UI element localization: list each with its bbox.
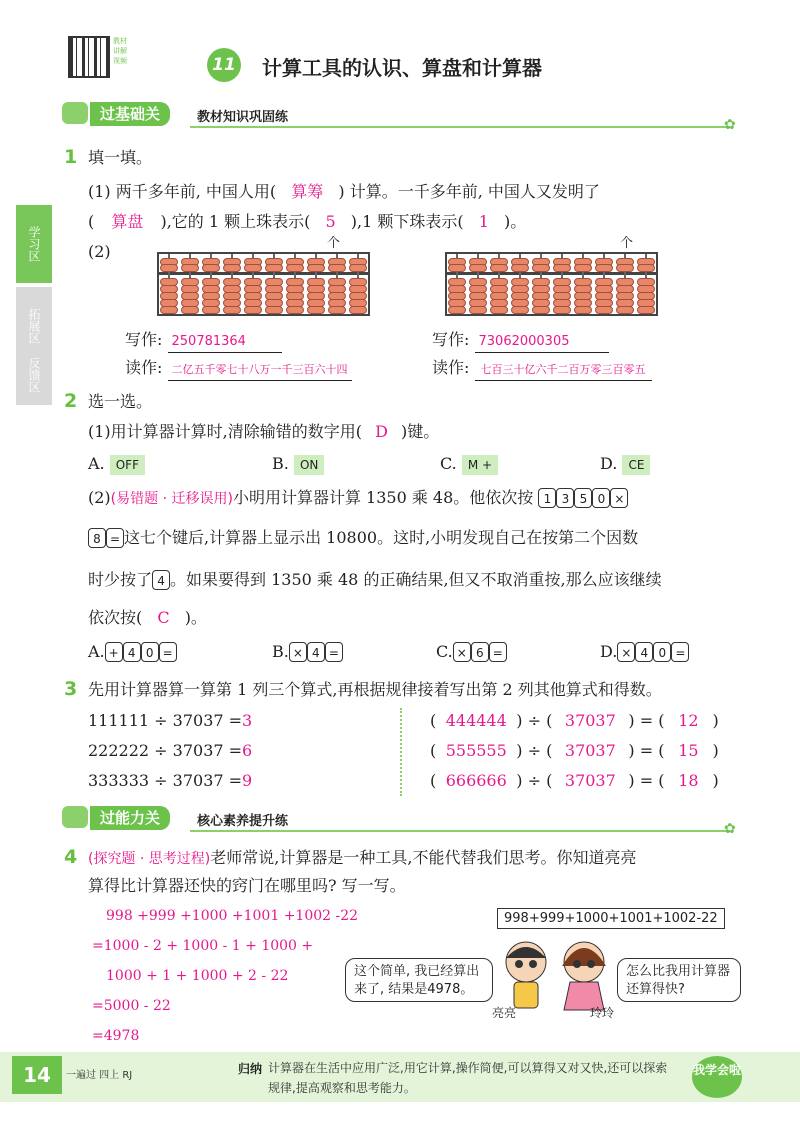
qr-label: 教材讲解视频 <box>113 37 127 65</box>
star-icon: ✿ <box>724 821 736 837</box>
qr-code[interactable] <box>68 36 110 78</box>
abacus-bead <box>328 264 346 272</box>
column-divider <box>400 708 402 796</box>
q3-left-row: 333333 ÷ 37037 =9 <box>88 771 253 790</box>
star-icon: ✿ <box>724 117 736 133</box>
abacus-bead <box>595 306 613 314</box>
side-tab-extend[interactable]: 拓展区 <box>16 287 52 365</box>
section-basic-subtitle: 教材知识巩固练 <box>197 110 289 125</box>
question-prompt: 先用计算器算一算第 1 列三个算式,再根据规律接着写出第 2 列其他算式和得数。 <box>88 680 662 699</box>
option-c[interactable]: C. M + <box>440 454 498 475</box>
key-m-plus: M + <box>462 455 498 475</box>
q1-part1-line1: (1) 两千多年前, 中国人用( 算筹 ) 计算。一千多年前, 中国人又发明了 <box>88 182 600 201</box>
q1-part1-line2: ( 算盘 ),它的 1 颗上珠表示( 5 ),1 颗下珠表示( 1 )。 <box>88 212 527 231</box>
abacus-bead <box>511 264 529 272</box>
section-divider <box>190 830 730 832</box>
q3-right-row: ( 444444 ) ÷ ( 37037 ) = ( 12 ) <box>430 711 719 730</box>
abacus-bead <box>328 306 346 314</box>
option-a[interactable]: A. + 4 0 = <box>88 642 177 662</box>
q3-left-row: 111111 ÷ 37037 =3 <box>88 711 253 730</box>
abacus-bead <box>448 264 466 272</box>
summary-label: 归纳 <box>238 1062 263 1076</box>
q1-part2-label: (2) <box>88 242 111 261</box>
abacus-left <box>157 252 370 316</box>
abacus-bead <box>349 306 367 314</box>
q3-left-row: 222222 ÷ 37037 =6 <box>88 741 253 760</box>
question-number: 3 <box>64 678 78 700</box>
q2-part2-line1: (2)(易错题 · 迁移误用)小明用计算器计算 1350 乘 48。他依次按 1 3 5 0 × <box>88 488 628 509</box>
abacus-bead <box>160 264 178 272</box>
key-on: ON <box>294 455 324 475</box>
abacus-bead <box>286 264 304 272</box>
q3-right-row: ( 555555 ) ÷ ( 37037 ) = ( 15 ) <box>430 741 719 760</box>
ge-marker: 个 <box>327 236 341 251</box>
abacus-bead <box>181 264 199 272</box>
q2-part2-line4: 依次按( C )。 <box>88 608 207 627</box>
book-label: 一遍过 四上 RJ <box>66 1070 133 1081</box>
key-ce: CE <box>622 455 650 475</box>
answer: D <box>375 422 388 441</box>
read-row-left: 读作: 二亿五千零七十八万一千三百六十四 <box>125 358 352 381</box>
abacus-bead <box>160 306 178 314</box>
page-number: 14 <box>12 1056 62 1094</box>
option-a[interactable]: A. OFF <box>88 454 145 475</box>
section-ability-subtitle: 核心素养提升练 <box>197 814 289 829</box>
q4-line2: 算得比计算器还快的窍门在哪里吗? 写一写。 <box>88 876 406 895</box>
q3-right-row: ( 666666 ) ÷ ( 37037 ) = ( 18 ) <box>430 771 719 790</box>
abacus-bead <box>637 306 655 314</box>
abacus-bead <box>448 306 466 314</box>
abacus-bead <box>490 264 508 272</box>
ge-marker: 个 <box>620 236 634 251</box>
work-line: 1000 + 1 + 1000 + 2 - 22 <box>106 968 289 984</box>
question-number: 1 <box>64 146 78 168</box>
lesson-title: 计算工具的认识、算盘和计算器 <box>262 56 542 80</box>
abacus-bead <box>244 306 262 314</box>
abacus-bead <box>223 264 241 272</box>
abacus-bead <box>286 306 304 314</box>
abacus-right <box>445 252 658 316</box>
question-tag: (探究题 · 思考过程) <box>88 851 211 867</box>
answer: 5 <box>325 212 336 231</box>
abacus-bead <box>616 306 634 314</box>
abacus-bead <box>469 306 487 314</box>
answer: C <box>157 608 170 627</box>
question-prompt: 选一选。 <box>88 392 153 411</box>
abacus-bead <box>349 264 367 272</box>
question-number: 4 <box>64 846 78 868</box>
abacus-bead <box>223 306 241 314</box>
abacus-bead <box>511 306 529 314</box>
abacus-bead <box>637 264 655 272</box>
achievement-badge: 我学会啦 <box>692 1056 742 1098</box>
abacus-bead <box>307 264 325 272</box>
answer: 算盘 <box>111 212 144 231</box>
work-line: =4978 <box>92 1028 140 1044</box>
work-line: =5000 - 22 <box>92 998 171 1014</box>
option-b[interactable]: B. ON <box>272 454 324 475</box>
answer: 1 <box>478 212 489 231</box>
abacus-bead <box>265 306 283 314</box>
section-basic-tag: 过基础关 <box>90 102 170 126</box>
abacus-bead <box>574 264 592 272</box>
abacus-bead <box>202 306 220 314</box>
question-number: 2 <box>64 390 78 412</box>
abacus-bead <box>202 264 220 272</box>
abacus-bead <box>595 264 613 272</box>
q4-line1: (探究题 · 思考过程)老师常说,计算器是一种工具,不能代替我们思考。你知道亮亮 <box>88 848 637 867</box>
side-tab-feedback[interactable]: 反馈区 <box>16 345 52 405</box>
option-b[interactable]: B. × 4 = <box>272 642 343 662</box>
abacus-bead <box>553 306 571 314</box>
q2-part2-line2: 8 = 这七个键后,计算器上显示出 10800。这时,小明发现自己在按第二个因数 <box>88 528 638 548</box>
lesson-number-badge: 11 <box>207 48 241 82</box>
abacus-bead <box>574 306 592 314</box>
abacus-bead <box>490 306 508 314</box>
option-d[interactable]: D. × 4 0 = <box>600 642 689 662</box>
section-ability-tag: 过能力关 <box>90 806 170 830</box>
option-d[interactable]: D. CE <box>600 454 650 475</box>
summary-text: 计算器在生活中应用广泛,用它计算,操作简便,可以算得又对又快,还可以探索规律,提高观察和思考能力。 <box>268 1061 668 1095</box>
abacus-bead <box>532 264 550 272</box>
abacus-bead <box>616 264 634 272</box>
abacus-bead <box>265 264 283 272</box>
work-line: 998 +999 +1000 +1001 +1002 -22 <box>106 908 359 924</box>
name-label-left: 亮亮 <box>492 1006 517 1020</box>
section-divider <box>190 126 730 128</box>
write-row-left: 写作: 250781364 <box>125 330 282 353</box>
work-line: =1000 - 2 + 1000 - 1 + 1000 + <box>92 938 314 954</box>
abacus-bead <box>532 306 550 314</box>
write-row-right: 写作: 73062000305 <box>432 330 609 353</box>
abacus-bead <box>469 264 487 272</box>
abacus-bead <box>244 264 262 272</box>
read-row-right: 读作: 七百三十亿六千二百万零三百零五 <box>432 358 652 381</box>
speech-bubble-left: 这个简单, 我已经算出来了, 结果是4978。 <box>345 958 493 1002</box>
question-prompt: 填一填。 <box>88 148 153 167</box>
option-c[interactable]: C. × 6 = <box>436 642 507 662</box>
abacus-bead <box>181 306 199 314</box>
problem-board: 998+999+1000+1001+1002-22 <box>497 908 725 929</box>
section-icon <box>62 102 88 124</box>
section-icon <box>62 806 88 828</box>
speech-bubble-right: 怎么比我用计算器还算得快? <box>617 958 741 1002</box>
q2-part1: (1)用计算器计算时,清除输错的数字用( D )键。 <box>88 422 440 441</box>
side-tab-study[interactable]: 学习区 <box>16 205 52 283</box>
q2-part2-line3: 时少按了 4 。如果要得到 1350 乘 48 的正确结果,但又不取消重按,那么应该继续 <box>88 570 662 589</box>
abacus-bead <box>553 264 571 272</box>
name-label-right: 玲玲 <box>590 1006 615 1020</box>
abacus-bead <box>307 306 325 314</box>
key-off: OFF <box>110 455 145 475</box>
question-tag: (易错题 · 迁移误用) <box>110 491 233 507</box>
answer: 算筹 <box>291 182 324 201</box>
